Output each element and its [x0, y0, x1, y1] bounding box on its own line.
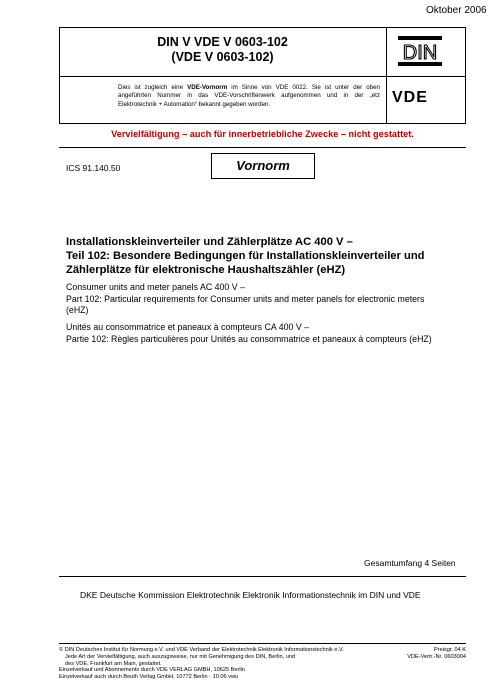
title-english-line: (eHZ): [66, 305, 89, 315]
title-german-line: Zählerplätze für elektronische Haushaltszähler (eHZ): [66, 263, 346, 276]
svg-text:DIN: DIN: [402, 42, 438, 64]
rule-top: [59, 147, 466, 148]
footer-line: Jede Art der Vervielfältigung, auch auszugsweise, nur mit Genehmigung des DIN, Berlin, und: [65, 653, 296, 660]
committee: DKE Deutsche Kommission Elektrotechnik Elektronik Informationstechnik im DIN und VDE: [80, 590, 421, 600]
title-english-line: Consumer units and meter panels AC 400 V –: [66, 282, 245, 292]
ics-code: ICS 91.140.50: [66, 163, 121, 173]
vde-note-bold: VDE-Vornorm: [187, 84, 228, 91]
footer-price: [396, 647, 466, 661]
issue-date: Oktober 2006: [426, 5, 487, 16]
title-english: [66, 282, 466, 317]
document-number-din: DIN V VDE V 0603-102: [157, 35, 288, 49]
vde-order-number: VDE-Vertr.-Nr. 0603004: [407, 653, 466, 660]
reproduction-notice: Vervielfältigung – auch für innerbetriebliche Zwecke – nicht gestattet.: [111, 129, 414, 139]
title-german: [66, 236, 466, 277]
title-french: [66, 322, 466, 345]
document-number-vde: (VDE V 0603-102): [171, 50, 274, 64]
vde-note-prefix: Dies ist zugleich eine: [118, 84, 188, 91]
price-group: Preisgr. 04 K: [433, 647, 466, 653]
title-french-line: Unités au consommatrice et paneaux à compteurs CA 400 V –: [66, 322, 310, 332]
rule-middle: [59, 576, 466, 577]
header-divider-horizontal: [59, 76, 466, 77]
title-german-line: Teil 102: Besondere Bedingungen für Installationskleinverteiler und: [66, 249, 425, 262]
footer-line: Einzelverkauf und Abonnements durch VDE VERLAG GMBH, 10625 Berlin: [59, 667, 245, 674]
footer-copyright: [59, 647, 389, 681]
title-german-line: Installationskleinverteiler und Zählerplätze AC 400 V –: [66, 236, 353, 248]
din-logo: [398, 36, 442, 66]
title-french-line: Partie 102: Règles particulières pour Unités au consommatrice et paneaux à compteurs (eHZ): [66, 333, 432, 344]
footer-line: des VDE, Frankfurt am Main, gestattet.: [65, 660, 162, 667]
status-box: Vornorm: [211, 153, 315, 179]
document-number: [59, 35, 386, 65]
rule-bottom: [59, 643, 466, 644]
vde-note: [118, 84, 380, 109]
total-pages: Gesamtumfang 4 Seiten: [364, 558, 456, 568]
title-english-line: Part 102: Particular requirements for Consumer units and meter panels for electronic meters: [66, 293, 425, 304]
footer-line: © DIN Deutsches Institut für Normung e.V. und VDE Verband der Elektrotechnik Elektronik Informationstechnik e.V.: [59, 647, 344, 653]
vde-note-suffix: im Sinne von VDE 0022. Sie ist unter der oben angeführten Nummer in das VDE-Vorschriftenwerk aufgenommen und in der „etz Elektrotechnik + Automation“ bekannt gegeben worden.: [118, 84, 380, 108]
footer-line: Einzelverkauf auch durch Beuth Verlag GmbH, 10772 Berlin · 10.06 vwu: [59, 674, 239, 681]
vde-logo: VDE: [392, 89, 428, 106]
